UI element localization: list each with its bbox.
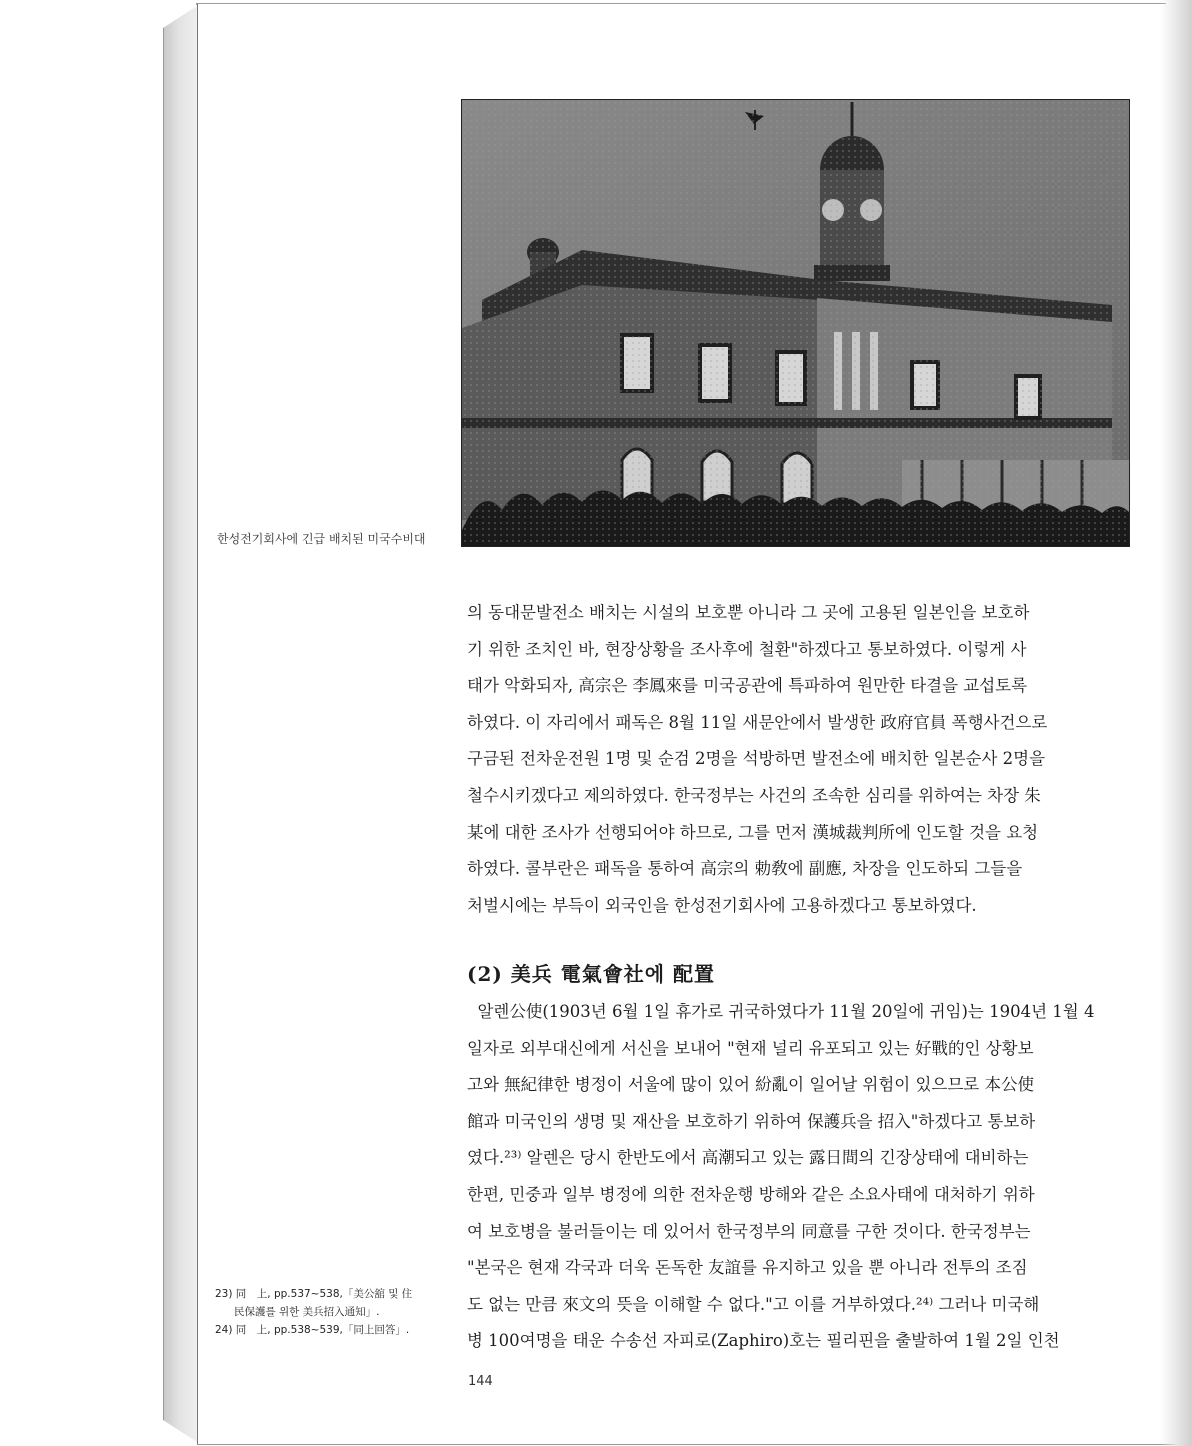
text-line: 하였다. 콜부란은 패독을 통하여 高宗의 勅敎에 副應, 차장을 인도하되 그들을 [467,859,1023,879]
photo-hanseong-electric-building [462,100,1129,546]
paragraph-section-2 [467,994,1135,1360]
text-line: "본국은 현재 각국과 더욱 돈독한 友誼를 유지하고 있을 뿐 아니라 전투의 조짐 [467,1258,1028,1278]
text-line: 알렌公使(1903년 6월 1일 휴가로 귀국하였다가 11월 20일에 귀임)는 1904년 1월 4 [467,1002,1095,1021]
text-line: 某에 대한 조사가 선행되어야 하므로, 그를 먼저 漢城裁判所에 인도할 것을 요청 [467,822,1039,842]
paragraph-continuation [467,595,1135,924]
page-number: 144 [468,1374,493,1389]
text-line: 기 위한 조치인 바, 현장상황을 조사후에 철환"하겠다고 통보하였다. 이렇게 사 [467,639,1027,659]
text-line: 병 100여명을 태운 수송선 자피로(Zaphiro)호는 필리핀을 출발하여 1월 2일 인천 [467,1331,1060,1351]
text-line: 의 동대문발전소 배치는 시설의 보호뿐 아니라 그 곳에 고용된 일본인을 보호하 [467,603,1030,622]
text-line: 철수시키겠다고 제의하였다. 한국정부는 사건의 조속한 심리를 위하여는 차장 朱 [467,785,1041,805]
text-line: 였다.²³⁾ 알렌은 당시 한반도에서 高潮되고 있는 露日間의 긴장상태에 대비하는 [467,1148,1029,1168]
text-line: 하였다. 이 자리에서 패독은 8월 11일 새문안에서 발생한 政府官員 폭행사건으로 [467,712,1048,732]
footnote-24: 24) 同 上, pp.538~539,「同上回答」. [215,1324,410,1336]
text-line: 일자로 외부대신에게 서신을 보내어 "현재 널리 유포되고 있는 好戰的인 상황보 [467,1038,1034,1058]
footnotes [215,1285,455,1339]
footnote-23-continuation: 民保護를 위한 美兵招入通知」. [234,1306,380,1318]
text-line: 한편, 민중과 일부 병정에 의한 전차운행 방해와 같은 소요사태에 대처하기 위하 [467,1184,1035,1204]
building-illustration [462,100,1129,546]
text-line: 여 보호병을 불러들이는 데 있어서 한국정부의 同意를 구한 것이다. 한국정부는 [467,1221,1031,1241]
text-line: 태가 악화되자, 高宗은 李鳳來를 미국공관에 특파하여 원만한 타결을 교섭토록 [467,676,1028,696]
text-line: 처벌시에는 부득이 외국인을 한성전기회사에 고용하겠다고 통보하였다. [467,895,977,915]
footnote-23: 23) 同 上, pp.537~538,「美公舘 및 住 [215,1288,413,1300]
section-heading: (2) 美兵 電氣會社에 配置 [467,962,716,986]
text-line: 도 없는 만큼 來文의 뜻을 이해할 수 없다."고 이를 거부하였다.²⁴⁾ 그러나 미국해 [467,1294,1040,1314]
text-line: 고와 無紀律한 병정이 서울에 많이 있어 紛亂이 일어날 위험이 있으므로 本公使 [467,1075,1034,1095]
photo-caption: 한성전기회사에 긴급 배치된 미국수비대 [217,532,426,546]
text-line: 館과 미국인의 생명 및 재산을 보호하기 위하여 保護兵을 招入"하겠다고 통보하 [467,1111,1036,1131]
book-spine [163,4,200,1444]
page-curl-shadow [1160,0,1192,1446]
text-line: 구금된 전차운전원 1명 및 순검 2명을 석방하면 발전소에 배치한 일본순사 2명을 [467,749,1046,769]
